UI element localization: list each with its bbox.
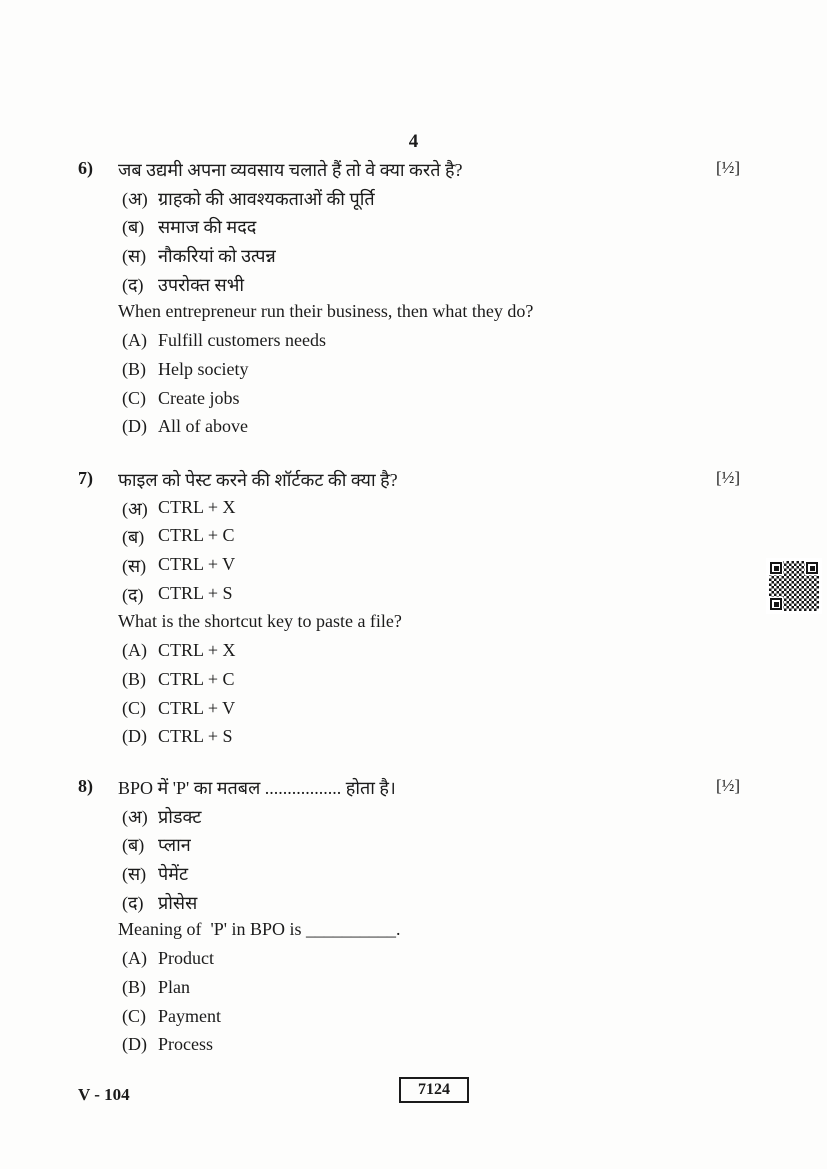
question-number: 8) bbox=[78, 776, 93, 796]
option-label: (A) bbox=[122, 330, 147, 351]
option-label: (स) bbox=[122, 246, 147, 267]
marks-badge: [½] bbox=[716, 776, 741, 795]
option-row bbox=[0, 946, 827, 975]
question-header bbox=[0, 466, 827, 495]
option-label: (द) bbox=[122, 892, 144, 913]
option-row bbox=[0, 696, 827, 725]
option-row bbox=[0, 1004, 827, 1033]
option-label: (C) bbox=[122, 1005, 146, 1026]
option-row bbox=[0, 495, 827, 524]
question-block-8 bbox=[0, 774, 827, 1061]
marks-badge: [½] bbox=[716, 158, 741, 177]
question-header bbox=[0, 774, 827, 803]
option-label: (B) bbox=[122, 668, 146, 689]
option-text: Fulfill customers needs bbox=[158, 330, 326, 351]
question-number: 7) bbox=[78, 468, 93, 488]
option-label: (A) bbox=[122, 948, 147, 969]
option-row bbox=[0, 581, 827, 610]
option-text: CTRL + X bbox=[158, 496, 236, 517]
option-row bbox=[0, 638, 827, 667]
question-text-english bbox=[0, 299, 827, 328]
option-label: (ब) bbox=[122, 527, 145, 548]
option-text: Process bbox=[158, 1034, 213, 1055]
question-block-7 bbox=[0, 466, 827, 753]
option-row bbox=[0, 357, 827, 386]
english-question: When entrepreneur run their business, then what they do? bbox=[118, 301, 534, 322]
option-label: (D) bbox=[122, 1034, 147, 1055]
option-row bbox=[0, 975, 827, 1004]
option-row bbox=[0, 271, 827, 300]
option-row bbox=[0, 860, 827, 889]
option-label: (अ) bbox=[122, 188, 148, 209]
page-number: 4 bbox=[408, 131, 419, 152]
question-number: 6) bbox=[78, 158, 93, 178]
option-label: (द) bbox=[122, 584, 144, 605]
option-row bbox=[0, 667, 827, 696]
option-text: All of above bbox=[158, 416, 248, 437]
question-header bbox=[0, 156, 827, 185]
option-text: Payment bbox=[158, 1005, 221, 1026]
option-label: (ब) bbox=[122, 835, 145, 856]
option-row bbox=[0, 831, 827, 860]
option-row bbox=[0, 803, 827, 832]
paper-code: V - 104 bbox=[78, 1085, 130, 1104]
question-text-hindi: BPO में 'P' का मतबल ................. होता है। bbox=[118, 778, 396, 798]
option-text: प्रोसेस bbox=[158, 892, 198, 913]
option-label: (B) bbox=[122, 976, 146, 997]
option-row bbox=[0, 552, 827, 581]
option-row bbox=[0, 185, 827, 214]
option-label: (द) bbox=[122, 274, 144, 295]
option-text: प्लान bbox=[158, 835, 191, 856]
option-row bbox=[0, 889, 827, 918]
option-row bbox=[0, 414, 827, 443]
option-text: Create jobs bbox=[158, 387, 240, 408]
option-text: Product bbox=[158, 948, 214, 969]
option-text: समाज की मदद bbox=[158, 217, 257, 238]
option-text: ग्राहको की आवश्यकताओं की पूर्ति bbox=[158, 188, 375, 209]
option-label: (A) bbox=[122, 640, 147, 661]
option-label: (अ) bbox=[122, 498, 148, 519]
question-text-english bbox=[0, 917, 827, 946]
option-label: (स) bbox=[122, 864, 147, 885]
qr-finder-top-right bbox=[806, 562, 818, 574]
marks-badge: [½] bbox=[716, 468, 741, 487]
question-text-english bbox=[0, 609, 827, 638]
option-text: प्रोडक्ट bbox=[158, 806, 202, 827]
option-row bbox=[0, 724, 827, 753]
option-text: CTRL + C bbox=[158, 525, 235, 546]
qr-finder-bottom-left bbox=[770, 598, 782, 610]
question-text-hindi: जब उद्यमी अपना व्यवसाय चलाते हैं तो वे क्या करते है? bbox=[118, 160, 463, 180]
option-text: उपरोक्त सभी bbox=[158, 274, 245, 295]
option-row bbox=[0, 213, 827, 242]
english-question: Meaning of 'P' in BPO is __________. bbox=[118, 919, 401, 940]
option-text: CTRL + V bbox=[158, 554, 236, 575]
english-question: What is the shortcut key to paste a file? bbox=[118, 611, 402, 632]
serial-number-box: 7124 bbox=[399, 1077, 469, 1103]
option-label: (स) bbox=[122, 556, 147, 577]
option-label: (B) bbox=[122, 358, 146, 379]
option-row bbox=[0, 242, 827, 271]
option-text: Plan bbox=[158, 976, 191, 997]
option-text: CTRL + V bbox=[158, 697, 236, 718]
qr-code-icon bbox=[769, 561, 819, 611]
option-row bbox=[0, 1032, 827, 1061]
option-text: CTRL + S bbox=[158, 726, 233, 747]
option-label: (D) bbox=[122, 416, 147, 437]
question-text-hindi: फाइल को पेस्ट करने की शॉर्टकट की क्या है? bbox=[118, 470, 398, 490]
option-row bbox=[0, 386, 827, 415]
option-row bbox=[0, 328, 827, 357]
option-text: नौकरियां को उत्पन्न bbox=[158, 246, 276, 267]
option-text: CTRL + X bbox=[158, 640, 236, 661]
option-label: (C) bbox=[122, 387, 146, 408]
option-label: (D) bbox=[122, 726, 147, 747]
question-block-6 bbox=[0, 156, 827, 443]
option-text: CTRL + S bbox=[158, 582, 233, 603]
option-row bbox=[0, 523, 827, 552]
option-label: (ब) bbox=[122, 217, 145, 238]
option-label: (C) bbox=[122, 697, 146, 718]
option-text: Help society bbox=[158, 358, 249, 379]
qr-finder-top-left bbox=[770, 562, 782, 574]
option-text: पेमेंट bbox=[158, 864, 189, 885]
option-text: CTRL + C bbox=[158, 668, 235, 689]
option-label: (अ) bbox=[122, 806, 148, 827]
